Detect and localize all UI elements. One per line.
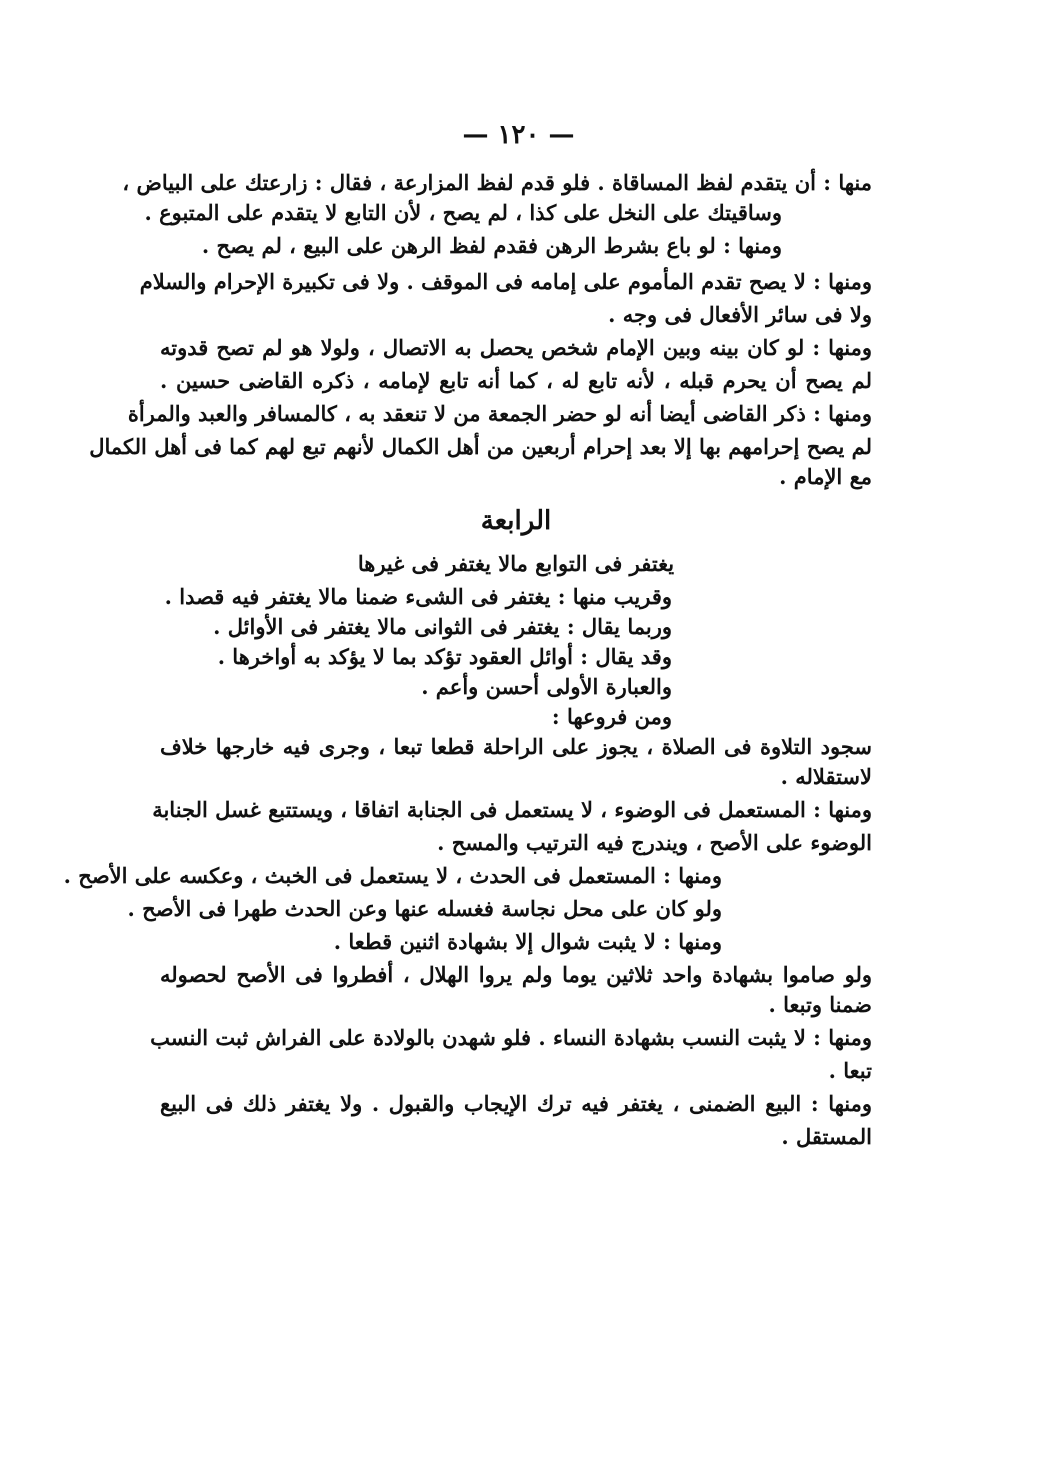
text-line: ومنها : لا يثبت النسب بشهادة النساء . فلو شهدن بالولادة على الفراش ثبت النسب <box>150 1025 872 1050</box>
text-line: ومنها : لو باع بشرط الرهن فقدم لفظ الرهن على البيع ، لم يصح . <box>201 233 782 258</box>
text-line: ومنها : لا يثبت شوال إلا بشهادة اثنين قطعا . <box>333 929 722 954</box>
text-line: مع الإمام . <box>779 464 872 489</box>
text-line: المستقل . <box>781 1124 872 1149</box>
text-line: لم يصح إحرامهم بها إلا بعد إحرام أربعين من أهل الكمال لأنهم تبع لهم كما فى أهل الكمال <box>89 434 872 459</box>
text-line: ومنها : لو كان بينه وبين الإمام شخص يحصل به الاتصال ، ولولا هو لم تصح قدوته <box>160 335 872 360</box>
section-heading: الرابعة <box>480 506 552 536</box>
text-line: ومن فروعها : <box>551 704 672 729</box>
text-line: ومنها : لا يصح تقدم المأموم على إمامه فى الموقف . ولا فى تكبيرة الإحرام والسلام <box>139 269 872 294</box>
text-line: ومنها : البيع الضمنى ، يغتفر فيه ترك الإيجاب والقبول . ولا يغتفر ذلك فى البيع <box>160 1091 872 1116</box>
text-line: وقريب منها : يغتفر فى الشىء ضمنا مالا يغتفر فيه قصدا . <box>164 584 672 609</box>
text-line: لم يصح أن يحرم قبله ، لأنه تابع له ، كما أنه تابع لإمامه ، ذكره القاضى حسين . <box>160 368 872 393</box>
text-line: وساقيتك على النخل على كذا ، لم يصح ، لأن التابع لا يتقدم على المتبوع . <box>144 200 782 225</box>
text-line: ومنها : ذكر القاضى أيضا أنه لو حضر الجمعة من لا تنعقد به ، كالمسافر والعبد والمرأة <box>127 401 872 426</box>
page-number: — ١٢٠ — <box>462 120 575 150</box>
text-line: ولو كان على محل نجاسة فغسله عنها وعن الحدث طهرا فى الأصح . <box>127 896 722 921</box>
text-line: والعبارة الأولى أحسن وأعم . <box>421 674 672 699</box>
text-line: ولو صاموا بشهادة واحد ثلاثين يوما ولم يروا الهلال ، أفطروا فى الأصح لحصوله <box>160 962 872 987</box>
text-line: الوضوء على الأصح ، ويندرج فيه الترتيب والمسح . <box>437 830 872 855</box>
text-line: سجود التلاوة فى الصلاة ، يجوز على الراحلة قطعا تبعا ، وجرى فيه خارجها خلاف <box>160 734 872 759</box>
text-line: ضمنا وتبعا . <box>768 992 872 1017</box>
text-line: ومنها : المستعمل فى الوضوء ، لا يستعمل فى الجنابة اتفاقا ، ويستتبع غسل الجنابة <box>152 797 872 822</box>
text-line: منها : أن يتقدم لفظ المساقاة . فلو قدم لفظ المزارعة ، فقال : زارعتك على البياض ، <box>122 170 872 195</box>
rule-statement: يغتفر فى التوابع مالا يغتفر فى غيرها <box>357 551 675 576</box>
text-line: ومنها : المستعمل فى الحدث ، لا يستعمل فى الخبث ، وعكسه على الأصح . <box>63 863 722 888</box>
text-line: لاستقلاله . <box>780 764 872 789</box>
body-text <box>63 168 872 1152</box>
text-line: تبعا . <box>828 1058 872 1083</box>
text-line: ولا فى سائر الأفعال فى وجه . <box>608 302 872 327</box>
text-line: وقد يقال : أوائل العقود تؤكد بما لا يؤكد به أواخرها . <box>217 644 672 669</box>
text-line: وربما يقال : يغتفر فى الثوانى مالا يغتفر فى الأوائل . <box>213 614 672 639</box>
